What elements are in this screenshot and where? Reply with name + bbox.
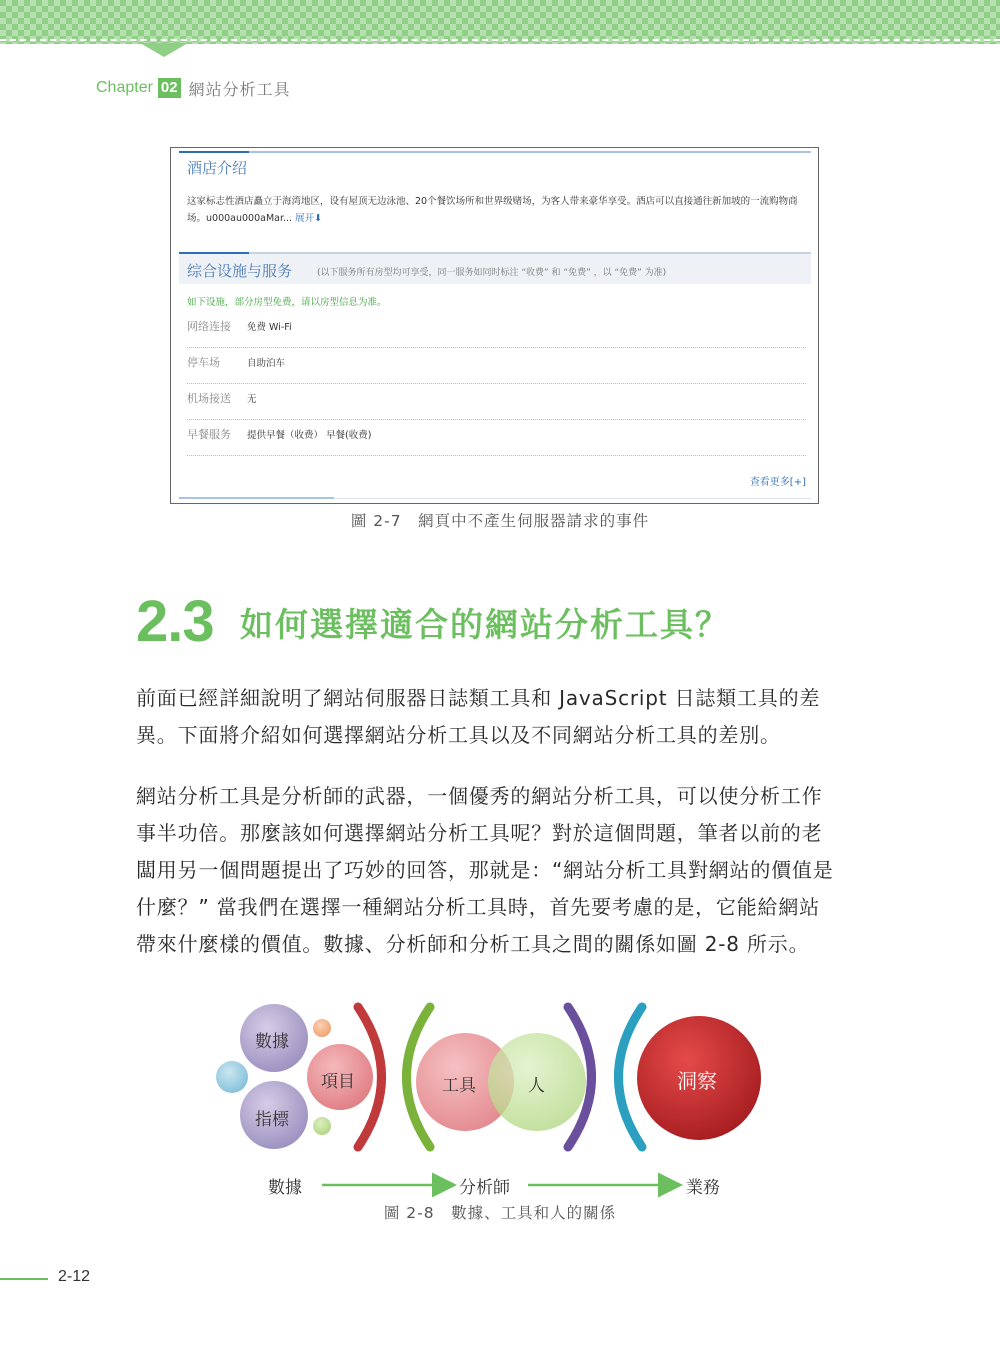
top-decorative-band [0, 0, 1000, 44]
paragraph-2 [136, 778, 866, 963]
services-green-note: 如下设施，部分房型免费，请以房型信息为准。 [187, 297, 387, 308]
paragraph-line: 什麼？” 當我們在選擇一種網站分析工具時，首先要考慮的是，它能給網站 [136, 895, 820, 919]
section-title: 如何選擇適合的網站分析工具？ [240, 605, 730, 644]
page-number-rule [0, 1278, 48, 1280]
top-band-notch [140, 43, 188, 57]
service-label: 早餐服务 [187, 428, 231, 441]
paragraph-line: 前面已經詳細說明了網站伺服器日誌類工具和 JavaScript 日誌類工具的差 [136, 686, 821, 710]
service-row-airport [187, 384, 806, 420]
data-circle-label: 數據 [255, 1032, 289, 1052]
paragraph-line: 異。下面將介紹如何選擇網站分析工具以及不同網站分析工具的差別。 [136, 723, 781, 747]
service-value: 免费 Wi-Fi [247, 322, 292, 333]
figure-2-7-caption: 圖 2-7 網頁中不產生伺服器請求的事件 [350, 512, 650, 530]
paragraph-line: 網站分析工具是分析師的武器，一個優秀的網站分析工具，可以使分析工作 [136, 784, 823, 808]
small-green-circle [313, 1117, 331, 1135]
services-note: (以下服务所有房型均可享受，同一服务如同时标注 “收费” 和 “免费” ，以 “免费” 为准) [317, 268, 667, 278]
small-blue-circle [216, 1061, 248, 1093]
chapter-word: Chapter [96, 79, 153, 96]
paragraph-1 [136, 680, 866, 754]
services-title: 综合设施与服务 [187, 262, 293, 280]
see-more-link[interactable]: 查看更多[+] [749, 477, 806, 488]
flow-label-business: 業務 [686, 1178, 720, 1198]
service-row-breakfast [187, 420, 806, 456]
tool-circle-label: 工具 [442, 1076, 476, 1096]
hotel-intro-accent [179, 151, 249, 153]
service-label: 停车场 [187, 356, 220, 369]
small-orange-circle [313, 1019, 331, 1037]
paragraph-line: 闆用另一個問題提出了巧妙的回答，那就是：“網站分析工具對網站的價值是 [136, 858, 834, 882]
insight-circle-label: 洞察 [677, 1069, 717, 1093]
flow-label-analyst: 分析師 [459, 1178, 510, 1198]
service-value: 自助泊车 [247, 358, 286, 369]
figure-2-8-diagram [200, 995, 800, 1205]
chapter-header [96, 77, 291, 99]
service-value: 无 [247, 394, 257, 405]
chapter-number-badge: 02 [158, 78, 181, 98]
person-circle-label: 人 [528, 1076, 545, 1096]
section-number: 2.3 [136, 589, 214, 654]
expand-link[interactable]: 展开⬇ [295, 213, 323, 224]
page-number: 2-12 [58, 1268, 91, 1285]
service-row-network [187, 312, 806, 348]
services-header [179, 252, 811, 284]
service-label: 网络连接 [187, 320, 231, 333]
hotel-intro-text [187, 193, 807, 227]
figure-bottom-accent [179, 497, 334, 499]
paragraph-line: 帶來什麼樣的價值。數據、分析師和分析工具之間的關係如圖 2-8 所示。 [136, 932, 810, 956]
services-accent [179, 252, 249, 254]
hotel-intro-title: 酒店介绍 [187, 159, 248, 177]
top-band-stitch-line [0, 39, 1000, 41]
service-label: 机场接送 [187, 392, 231, 405]
service-row-parking [187, 348, 806, 384]
hotel-intro-header [179, 151, 811, 177]
paragraph-line: 事半功倍。那麼該如何選擇網站分析工具呢？對於這個問題，筆者以前的老 [136, 821, 823, 845]
metric-circle-label: 指標 [255, 1110, 289, 1130]
chapter-title: 網站分析工具 [188, 81, 291, 99]
figure-2-8-caption: 圖 2-8 數據、工具和人的關係 [383, 1204, 617, 1222]
item-circle-label: 項目 [321, 1072, 355, 1092]
flow-label-data: 數據 [268, 1178, 302, 1198]
service-value: 提供早餐（收费） 早餐(收费) [247, 430, 372, 441]
figure-2-7-screenshot [170, 147, 819, 504]
hotel-intro-body: 这家标志性酒店矗立于海湾地区，设有屋顶无边泳池、20个餐饮场所和世界级赌场，为客人带来豪华享受。酒店可以直接通往新加坡的一流购物商场。u000au000aMar... [187, 196, 798, 224]
